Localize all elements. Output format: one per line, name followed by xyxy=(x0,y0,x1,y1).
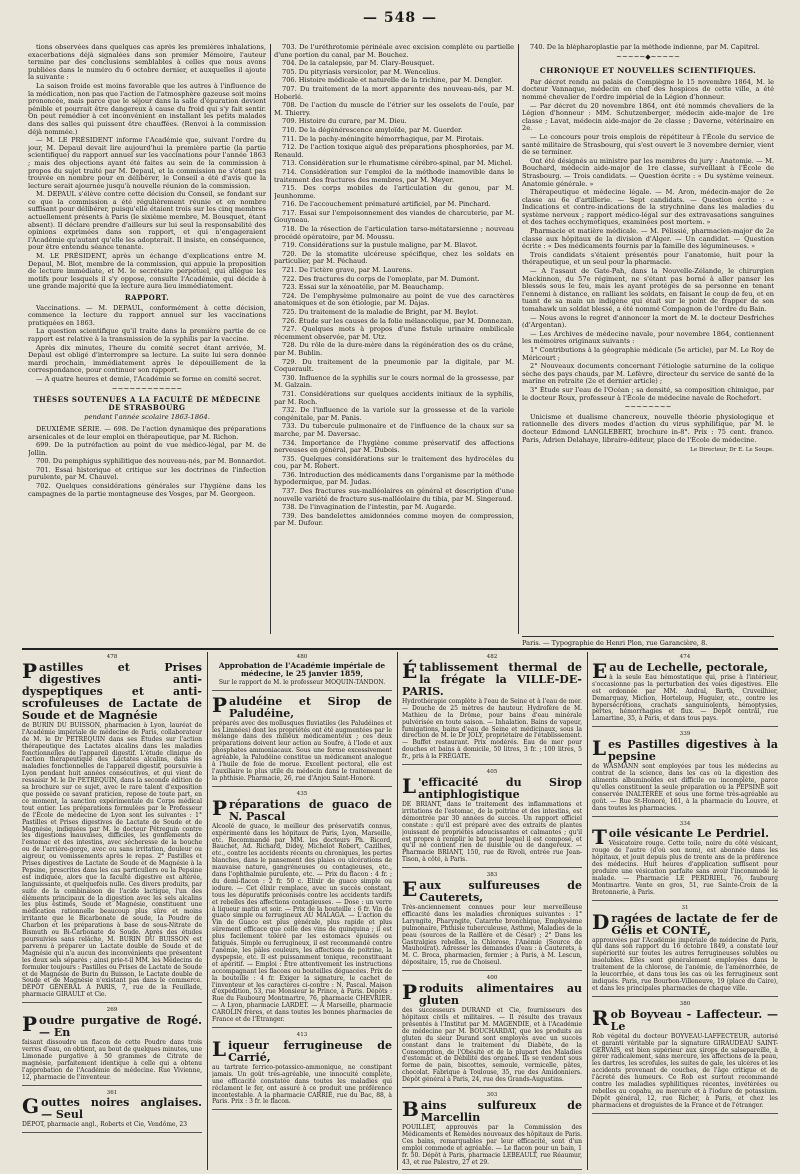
drop-cap: P xyxy=(212,795,228,820)
paragraph: — Les Archives de médecine navale, pour novembre 1864, contiennent les mémoires originaux suivants : xyxy=(522,329,774,346)
advertisement xyxy=(22,1088,202,1134)
ad-title: oudre purgative de Rogé. — En xyxy=(39,1014,202,1040)
thesis-item: 714. Considération sur l'emploi de la méthode inamovible dans le traitement des fractures des membres, par M. Meyer. xyxy=(274,167,514,184)
advertisements xyxy=(22,652,778,1170)
ad-body: de WASMANN sont employées par tous les médecins au contrat de la science, dans les cas où la digestion des aliments albuminoïdes est difficile ou incomplète, parce qu'elles constituent la seule préparation où la PEPSINE soit conservée INALTÉRÉE et sous une forme très-agréable au goût. — Rue St-Honoré, 161, à la pharmacie du Louvre, et dans toutes les pharmacies. xyxy=(592,763,778,812)
drop-cap: P xyxy=(22,1012,38,1037)
paragraph: 740. De la blépharoplastie par la méthode indienne, par M. Capitrel. xyxy=(530,44,760,51)
column-divider xyxy=(270,44,271,634)
ad-number: 474 xyxy=(679,654,691,660)
paragraph: 3° Étude sur l'eau de l'Océan ; sa densité, sa composition chimique, par le docteur Roux, professeur à l'École de médecine navale de Rochefort. xyxy=(522,385,774,402)
advertisement xyxy=(212,789,392,1028)
thesis-item: 705. Du pityriasis versicolor, par M. Wencelius. xyxy=(282,67,441,76)
ad-number: 478 xyxy=(106,654,118,660)
ad-title: réparations de guaco de N. Pascal xyxy=(229,797,392,823)
advertisement xyxy=(402,652,582,765)
ad-title: oile vésicante Le Perdriel. xyxy=(608,827,769,841)
ad-body: des successeurs DURAND et Cie, fournisseurs des hôpitaux civils et militaires. — Il résulte des travaux présentés à l'Institut par M. MAGENDIE, et à l'Académie de médecine par M. BOUCHARDAT, que les produits au gluten du sieur Durand sont employés avec un succès constant dans le traitement du Diabète, de la Consomption, de l'Obésité et de la plupart des Maladies d'estomac et de Débilité des organes. Ils se vendent sous forme de pain, biscottes, semoule, vermicelle, pâtes, chocolat. Fabrique à Toulouse, 35, rue des Amidonniers. Dépôt général à Paris, 24, rue des Grands-Augustins. xyxy=(402,1007,582,1084)
ad-title: roduits alimentaires au gluten xyxy=(419,982,582,1008)
advertisement xyxy=(402,870,582,971)
paragraph: — M. LE PRÉSIDENT informe l'Académie que, suivant l'ordre du jour, M. Depaul devait lire aujourd'hui la première partie (la partie scientifique) du rapport annuel sur les vaccinations pour l'année 1863 ; mais des objections ayant été faites au sein de la commission à propos du sujet traité par M. Depaul, et la commission ne s'étant pas trouvée en nombre pour en délibérer, le Conseil a été d'avis que la lecture serait ajournée jusqu'à nouvelle réunion de la commission. xyxy=(28,136,266,190)
ad-number: 303 xyxy=(486,1092,498,1099)
thesis-item: 716. De l'accouchement prématuré artificiel, par M. Pinchard. xyxy=(282,200,491,209)
paragraph: Ont été désignés au ministre par les membres du jury : Anatomie. — M. Bouchard, médecin aide-major de 1re classe, surveillant à l'École de Strasbourg. — Trois candidats. — Question écrite : « Du système veineux. Anatomie générale. » xyxy=(522,156,774,188)
ad-body: Vésicatoire rouge. Cette toile, noire du côté vésicant, rouge de l'autre (d'où son nom), est abonnée dans les hôpitaux, et jouit depuis plus de trente ans de la préférence des médecins. Huit heures d'application suffisent pour produire une vésication parfaite sans avoir l'incommodé le malade. — Pharmacie LE PERDRIEL, 76, faubourg Montmartre. Vente en gros, 51, rue Sainte-Croix de la Bretonnerie, à Paris. xyxy=(592,840,778,896)
drop-cap: L xyxy=(212,1036,227,1061)
ad-body: Très-anciennement connues pour leur merveilleuse efficacité dans les maladies chroniques suivantes : 1° Laryngite, Pharyngite, Catarrhe bronchique, Emphysème pulmonaire, Phthisie tuberculeuse, Asthme, Maladies de la peau (sources de la Raillère et de César) ; 2° Dans les Gastralgies rebelles, la Chlorose, l'Anémie (Source de Mauhourat). Adresser les demandes d'eau : à Cauterets, à M. C. Broca, pharmacien, fermier ; à Paris, à M. Lescun, dépositaire, 15, rue de Choiseul. xyxy=(402,904,582,967)
book-notice: Unicisme et dualisme chancreux, nouvelle théorie physiologique et rationnelle des divers modes d'action du virus syphilitique, par M. le docteur Edmond LANGLEBERT, brochure in-8°. Prix : 75 cent. franco. Paris, Adrien Delahaye, libraire-éditeur, place de l'École de médecine. xyxy=(522,412,774,444)
paragraph: — Le concours pour trois emplois de répétiteur à l'École du service de santé militaire de Strasbourg, qui s'est ouvert le 3 novembre dernier, vient de se terminer. xyxy=(522,132,774,157)
ad-title: astilles et Prises digestives anti-dyspeptiques et anti-scrofuleuses de Lactate de Soude et de Magnésie xyxy=(22,660,202,722)
ad-number: 361 xyxy=(106,1089,118,1096)
paragraph: 702. Quelques considérations générales sur l'hygiène dans les campagnes de la partie montagneuse des Vosges, par M. Georgeon. xyxy=(28,482,266,498)
paragraph: Thérapeutique et médecine légale. — M. Aron, médecin-major de 2e classe au 6e d'artillerie. — Sept candidats. — Question écrite : « Indications et contre-indications de la strychnine dans les maladies du système nerveux ; rapport médico-légal sur des extravasations sanguines et des taches ecchymotiques, examinées post mortem. » xyxy=(522,188,774,227)
drop-cap: P xyxy=(212,692,228,717)
paragraph: 1° Contributions à la géographie médicale (5e article), par M. Le Roy de Méricourt ; xyxy=(522,345,774,362)
column-right xyxy=(522,44,774,634)
ad-title: Approbation de l'Académie impériale de médecine, le 25 janvier 1859, xyxy=(218,660,386,679)
ad-title: 'efficacité du Sirop antiphlogistique xyxy=(418,775,582,801)
paragraph: La saison froide est moins favorable que les autres à l'influence de la médication, non pas que l'action de l'atmosphère gazeuse soit moins prononcée, mais parce que le séjour dans la salle d'épuration devient pénible et pourrait être dangereux à cause du froid qui s'y fait sentir. On peut remédier à cet inconvénient en installant les petits malades dans des salles qui puissent être chauffées. (Renvoi à la commission déjà nommée.) xyxy=(28,81,266,136)
thesis-item: 725. Du traitement de la maladie de Bright, par M. Beylot. xyxy=(282,308,479,316)
page-number: — 548 — xyxy=(363,10,437,26)
ad-body: DE BRIANT, dans le traitement des inflammations et irritations de l'estomac, de la poitrine et des intestins, est démontrée par 30 années de succès. Un rapport officiel constate : qu'il est préparé avec des extraits de plantes jouissant de propriétés adoucissantes et calmantes ; qu'il est propre à remplir le but pour lequel il est composé, et qu'il ne contient rien de nuisible ou de dangereux. — Pharmacie BRIANT, 150, rue de Rivoli, entrée rue Jean-Tison, à côté, à Paris. xyxy=(402,800,582,864)
paragraph: Trois candidats s'étaient présentés pour l'anatomie, huit pour la thérapeutique, et un seul pour la pharmacie. xyxy=(522,250,774,267)
drop-cap: T xyxy=(592,825,607,850)
drop-cap: P xyxy=(22,658,38,683)
thesis-item: 709. Histoire du curare, par M. Dieu. xyxy=(282,117,407,126)
thesis-item: 717. Essai sur l'empoisonnement des viandes de charcuterie, par M. Gouyneau. xyxy=(274,208,514,225)
thesis-item: 720. De la stomatite ulcéreuse spécifique, chez les soldats en particulier, par M. Péchaud. xyxy=(274,249,514,266)
ad-body: approuvées par l'Académie impériale de médecine de Paris, qui dans son rapport du 16 octobre 1849, a constaté leur supériorité sur toutes les autres ferrugineuses solubles ou insolubles. Elles sont généralement employées dans le traitement de la chlorose, de l'anémie, de l'aménorrhée, de la leucorrhée, et dans tous les cas où les ferrugineux sont indiqués. Paris, rue Bourbon-Villeneuve, 19 (place du Caire), et dans les principales pharmacies de chaque ville. xyxy=(592,936,778,992)
ad-number: 482 xyxy=(486,654,498,660)
thesis-item: 718. De la résection de l'articulation tarso-métatarsienne ; nouveau procédé opératoire, par M. Moussu. xyxy=(274,225,514,241)
ad-title: aux sulfureuses de Cauterets, xyxy=(419,879,582,905)
thesis-item: 715. Des corps mobiles de l'articulation du genou, par M. Jeunhomme. xyxy=(274,184,514,200)
thesis-item: 728. Du rôle de la dure-mère dans la régénération des os du crâne, par M. Bublin. xyxy=(274,341,514,357)
ad-body: à la seule Eau hémostatique qui, prise à l'intérieur, s'occasionne pas la perturbation des voies digestives. Elle est ordonnée par MM. Andral, Barth, Cruveilhier, Demarquay, Michon, Horteloup, Huguier, etc., contre les hypersécrétions, crachats sanguinolents, hémoptysies, pertes, hémorrhagies et flux. — Dépôt central, rue Lamartine, 35, à Paris, et dans tous pays. xyxy=(592,673,778,723)
thesis-item: 731. Considérations sur quelques accidents initiaux de la syphilis, par M. Roch. xyxy=(274,389,514,406)
advertisement xyxy=(592,999,778,1114)
ad-body: de BURIN DU BUISSON, pharmacien à Lyon, lauréat de l'Académie impériale de médecine de Paris, collaborateur de M. le Dr PETREQUIN dans ses Études sur l'action thérapeutique des Lactates alcalins dans les maladies fonctionnelles de l'appareil digestif. L'étude clinique de l'action thérapeutique des Lactates alcalins, dans les maladies fonctionnelles de l'appareil digestif, poursuivie à Lyon pendant huit années consécutives, et qui vient de ressaisir M. le Dr PETREQUIN, dans la seconde édition de sa brochure sur ce sujet, avec le rare talent d'exposition que possède ce savant praticien, repose de toute part, en ce moment, la sanction expérimentale du Corps médical tout entier. Les préparations formulées par le Professeur de l'École de médecine de Lyon sont les suivantes : 1° Pastilles et Prises digestives de Lactate de Soude et de Magnésie, indiquées par M. le docteur Pétrequin contre les digestions mauvaises, difficiles, les gonflements de l'estomac et des intestins, avec sécheresse de la bouche ou de l'arrière-gorge, avec ou sans irritation, douleur ou aigreur, ou vomissements après le repas. 2° Pastilles et Prises digestives de Lactate de Soude et de Magnésie à la Pepsine, prescrites dans les cas particuliers ou la Pepsine est indiquée, alors que la faculté digestive est altérée, languissante, et quelquefois nulle. Ces divers produits, par suite de la combinaison de l'acide lactique, l'un des éléments principaux de la digestion avec les sels alcalins les plus estimés, Soude et Magnésie, constituent une médication rationnelle beaucoup plus sûre et moins irritante que le Bicarbonate de soude, la Poudre de Charbon et les préparations à base de sous-Nitrate de Bismuth ou Bi-Carbonate de Soude. Après des études poursuivies sans relâche, M. BURIN DU BUISSON est parvenu à préparer un Lactate double de Soude et de Magnésie qui n'a aucun des inconvénients que présentent les deux sels séparés ; ainsi prie-t-il MM. les Médecins de formuler toujours : Pastilles ou Prises de Lactate de Soude et de Magnésie de Burin du Buisson, le Lactate double de Soude et de Magnésie n'existant pas dans le commerce. DÉPÔT GÉNÉRAL À PARIS, 7, rue de la Feuillade, pharmacie GIRAULT et Cie. xyxy=(22,721,202,999)
drop-cap: L xyxy=(592,736,607,761)
thesis-item: 738. De l'invagination de l'intestin, par M. Augarde. xyxy=(282,503,457,512)
thesis-item: 713. Considération sur le rhumatisme cérébro-spinal, par M. Michel. xyxy=(282,159,513,168)
ad-number: 400 xyxy=(486,975,498,982)
thesis-item: 737. Des fractures sus-malléolaires en général et description d'une nouvelle variété de fracture sus-malléolaire du tibia, par M. Singeraud. xyxy=(274,487,514,503)
rapport-heading: RAPPORT. xyxy=(124,293,170,302)
advertisement xyxy=(592,819,778,901)
thesis-item: 724. De l'emphysème pulmonaire au point de vue des caractères anatomiques et de son étiologie, par M. Dajas. xyxy=(274,291,514,308)
ad-title: iqueur ferrugineuse de Carrié, xyxy=(228,1038,392,1064)
thesis-item: 721. De l'ictère grave, par M. Laurens. xyxy=(282,266,413,275)
column-middle xyxy=(274,44,514,634)
ad-body: préparés avec des mollusques fluviatiles (les Paludéines et les Limnées) dont les propriétés ont été augmentées par le mélange dans des milieux médicamenteux ; ces deux préparations doivent leur action au Soufre, à l'Iode et aux phosphates ammoniacaux. Sous une forme excessivement agréable, la Paludéine constitue un médicament analogue à l'huile de foie de morue. Excellent pectoral, elle est l'auxiliaire le plus utile du médecin dans le traitement de la phthisie. Pharmacie, 26, rue d'Anjou Saint-Honoré. xyxy=(212,719,392,782)
thesis-item: 732. De l'influence de la variole sur la grossesse et de la variole congénitale, par M. Panis. xyxy=(274,406,514,422)
thesis-item: 719. Considérations sur la pustule maligne, par M. Blavot. xyxy=(282,241,478,250)
ads-divider-vertical xyxy=(207,652,208,1170)
printer-line: Paris. — Typographie de Henri Plon, rue Garancière, 8. xyxy=(522,636,774,647)
ad-body: DÉPOT, pharmacie angl., Roberts et Cie, Vendôme, 23 xyxy=(22,1121,188,1129)
ad-number: 383 xyxy=(486,872,498,879)
ad-body: au tartrate ferrico-potassico-ammonique, ne constipant jamais. Un goût très-agréable, une innocuité complète, une efficacité constatée dans toutes les maladies qui réclament le fer, ont assuré à ce produit une préférence incontestable. A la pharmacie CARRIÉ, rue du Bac, 88, à Paris. Prix : 3 fr. le flacon. xyxy=(212,1063,392,1106)
thesis-item: 727. Quelques mots à propos d'une fistule urinaire ombilicale récemment observée, par M. Utz. xyxy=(274,325,514,341)
ad-body: Rob végétal du docteur BOYVEAU-LAFFECTEUR, autorisé et garanti véritable par la signature GIRAUDEAU SAINT-GERVAIS, est bien supérieur aux sirops de salsepareille, à gérer radicalement, sans mercure, les affections de la peau, les dartres, les scrofules, les suites de gale, les ulcères et les accidents provenant de couches, de l'âge critique et de l'âcreté des humeurs. Ce Rob est surtout recommandé contre les maladies syphilitiques récentes, invétérées ou rebelles au copahu, au mercure et à l'iodure de potassium. Dépôt général, 12, rue Richer, à Paris, et chez les pharmaciens et droguistes de la France et de l'étranger. xyxy=(592,1032,778,1109)
ad-body: faisant dissoudre un flacon de cette Poudre dans trois verres d'eau, on obtient, au bout de quelques minutes, une Limonade purgative à 50 grammes de Citrate de magnésie, parfaitement identique à celle qui a obtenu l'approbation de l'Académie de médecine. Rue Vivienne, 12, pharmacie de l'inventeur. xyxy=(22,1039,202,1081)
advertisement xyxy=(592,652,778,727)
theses-subheading: pendant l'année scolaire 1863-1864. xyxy=(84,413,210,422)
thesis-item: 708. De l'action du muscle de l'étrier sur les osselets de l'ouïe, par M. Thierry. xyxy=(274,101,514,117)
thesis-item: 734. Importance de l'hygiène comme préservatif des affections nerveuses en général, par M. Dubois. xyxy=(274,438,514,455)
paragraph: 2° Nouveaux documents concernant l'étiologie saturnine de la colique sèche des pays chauds, par M. Lefèvre, directeur du service de santé de la marine en retraite (2e et dernier article) ; xyxy=(522,362,774,386)
ads-divider-vertical xyxy=(397,652,398,1170)
ad-body: POUILLET, approuvés par la Commission des Médicaments et Remèdes nouveaux des hôpitaux de Paris. Ces bains, remarquables par leur efficacité, sont d'un emploi commode et agréable. — Le flacon pour un bain, 1 fr. 50. Dépôt à Paris, pharmacie LEBEAULT, rue Réaumur, 43, et rue Palestro, 27 et 29. xyxy=(402,1123,582,1166)
advertisement xyxy=(402,1090,582,1170)
advertisement xyxy=(212,693,392,787)
ad-title: tablissement thermal de la frégate la VILLE-DE-PARIS. xyxy=(402,660,582,698)
thesis-item: 706. Histoire médicale et naturelle de la trichine, par M. Dengler. xyxy=(282,76,503,85)
ornament-divider: ~~~~~~~~ xyxy=(624,403,672,412)
ad-number: 413 xyxy=(296,1031,308,1038)
thesis-item: 703. De l'uréthrotomie périnéale avec excision complète ou partielle d'une portion du canal, par M. Bouchez. xyxy=(274,44,514,59)
advertisement xyxy=(402,973,582,1088)
ads-column-1 xyxy=(22,652,202,1170)
theses-heading: THÈSES SOUTENUES A LA FACULTÉ DE MÉDECINE DE STRASBOURG xyxy=(33,395,261,412)
thesis-item: 723. Essai sur la xénoatélie, par M. Beauchamp. xyxy=(282,283,444,292)
ad-title: es Pastilles digestives à la pepsine xyxy=(608,738,778,764)
ad-body: Alcoolé de guaco, le meilleur des préservatifs connus, expérimenté dans les hôpitaux de Paris, Lyon, Marseille, etc. Recommandé par MM. les docteurs Ph. Ricord, Bauchet, Ad. Richard, Didey, Michelot Robert, Cazilhes, etc., contre les accidents récents ou chroniques, les pertes blanches, dans le pansement des plaies ou ulcérations de mauvaise nature, gangréneuses ou contagieuses, etc., dans l'ophthalmie purulente, etc. — Prix du flacon : 4 fr. ; du demi-flacon : 2 fr. 50 c. Elixir de guaco simple ou iodure. — Cet élixir remplace, avec un succès constant, tous les dépuratifs préconisés contre les accidents tardifs et rebelles des affections contagieuses. — Dose : un verre à liqueur matin et soir. — Prix de la bouteille : 6 fr. Vin de guaco simple ou ferrugineux AU MALAGA. — L'action du Vin de Guaco est plus générale, plus rapide et plus sûrement efficace que celle des vins de quinquina ; il est plus facilement toléré par les estomacs épuisés ou fatigués. Simple ou ferrugineux, il est recommandé contre l'anémie, les pâles couleurs, les affections de poitrine, la dyspepsie, etc. Il est puissamment tonique, reconstituant et apéritif. — Emploi : Être attentivement les instructions accompagnant les flacons ou bouteilles déguacées. Prix de la bouteille : 4 fr. Exiger la signature, le cachet de l'inventeur et les caractères ci-contre : N. Pascal. Maison d'expédition, 53, rue Monsieur le Prince, à Paris. Dépôts : Rue du Faubourg Montmartre, 76, pharmacie CHEVRIER. — A Lyon, pharmacie LARDET. — A Marseille, pharmacie CAROLIN frères, et dans toutes les bonnes pharmacies de France et de l'Étranger. xyxy=(212,822,392,1024)
drop-cap: R xyxy=(592,1005,609,1030)
advertisement xyxy=(592,903,778,997)
advertisement xyxy=(402,767,582,868)
thesis-item: 736. Introduction des médicaments dans l'organisme par la méthode hypodermique, par M. Judas. xyxy=(274,470,514,487)
ad-number: 480 xyxy=(296,654,308,660)
thesis-item: 739. Des bandelettes amidonnées comme moyen de compression, par M. Dufour. xyxy=(274,511,514,528)
ad-number: 405 xyxy=(486,769,498,776)
column-left xyxy=(28,44,266,634)
drop-cap: L xyxy=(402,773,417,798)
thesis-item: 730. Influence de la syphilis sur le cours normal de la grossesse, par M. Galzain. xyxy=(274,373,514,390)
paragraph: 701. Essai historique et critique sur les doctrines de l'infection purulente, par M. Chauvel. xyxy=(28,465,266,482)
thesis-item: 704. De la catalepsie, par M. Clary-Bousquet. xyxy=(282,59,435,68)
ad-number: 339 xyxy=(679,731,691,738)
thesis-item: 707. Du traitement de la mort apparente des nouveau-nés, par M. Hoberlé. xyxy=(274,84,514,101)
paragraph: M. LE PRÉSIDENT, après un échange d'explications entre M. Depaul, M. Blot, membre de la commission, qui appuie la proposition de lecture immédiate, et M. le secrétaire perpétuel, qui allègue les motifs pour lesquels il s'y oppose, consulte l'Académie, qui décide à une grande majorité que la lecture aura lieu immédiatement. xyxy=(28,252,266,291)
paragraph: M. DEPAUL s'élève contre cette décision du Conseil, se fondant sur ce que la commission a été régulièrement réunie et en nombre suffisant pour délibérer, puisqu'elle étaient trois sur les cinq membres actuellement présents à Paris (le sixième membre, M. Bousquet, étant absent). Il déclare prendre d'ailleurs sur lui seul la responsabilité des opinions exprimées dans son rapport, et qui n'engageraient l'Académie qu'autant qu'elle les adopterait. Il insiste, en conséquence, pour être entendu séance tenante. xyxy=(28,190,266,252)
ad-body: Hydrothérapie complète à l'eau de Seine et à l'eau de mer. — Douche de 25 mètres de hauteur. Hydrofère de M. Mathieu de la Drôme, pour bains d'eau minérale pulvérisée en toute saison. — Inhalation. Bains de vapeur, fumigations, bains d'eau de Seine et médicinaux, sous la direction de M. le Dr JOLY, propriétaire de l'établissement. — Buffet restaurant. Prix modérés. Eau de mer pour douches et bains à domicile, 50 litres, 3 fr. ; 100 litres, 5 fr., pris à la FRÉGATE. xyxy=(402,697,582,761)
paragraph: — Par décret du 20 novembre 1864, ont été nommés chevaliers de la Légion d'honneur : MM. Schutzenberger, médecin aide-major de 1re classe ; Lavat, médecin aide-major de 2e classe ; Daverne, vétérinaire en 2e. xyxy=(522,101,774,133)
advertisement xyxy=(212,1030,392,1110)
ornament-divider: ~~~~~~~~~~~~ xyxy=(111,384,183,393)
thesis-item: 712. De l'action toxique aiguë des préparations phosphorées, par M. Renauld. xyxy=(274,143,514,159)
ad-title: outtes noires anglaises. — Seul xyxy=(41,1096,202,1122)
thesis-item: 735. Quelques considérations sur le traitement des hydrocèles du cou, par M. Robert. xyxy=(274,454,514,471)
paragraph: Vaccinations. — M. DEPAUL, conformément à cette décision, commence la lecture du rapport annuel sur les vaccinations pratiquées en 1863. xyxy=(28,303,266,327)
thesis-item: 726. Étude sur les causes de la folie mélancolique, par M. Donnezan. xyxy=(282,316,514,325)
advertisement xyxy=(592,729,778,816)
ad-number: 435 xyxy=(296,790,308,797)
ad-number: 334 xyxy=(679,820,691,827)
chronique-heading: CHRONIQUE ET NOUVELLES SCIENTIFIQUES. xyxy=(539,66,757,76)
advertisement xyxy=(212,652,392,691)
column-divider xyxy=(518,44,519,634)
thesis-item: 710. De la dégénérescence amyloïde, par M. Guerder. xyxy=(282,125,463,134)
paragraph: — A l'assaut de Gate-Pah, dans la Nouvelle-Zélande, le chirurgien Mackinnon, du 57e régiment, ne s'étant pas borné à aller panser les blessés sous le feu, mais les ayant protégés de sa personne en tenant l'ennemi à distance, en ralliant les soldats, en faisant le coup de feu, et en tuant de sa main un indigène qui était sur le point de frapper de son tomahawk un soldat blessé, a été nommé Compagnon de l'ordre du Bain. xyxy=(522,267,774,313)
thesis-item: 722. Des fractures du corps de l'omoplate, par M. Dumont. xyxy=(282,274,480,283)
advertisement xyxy=(22,652,202,1003)
ad-number: 31 xyxy=(681,904,689,911)
drop-cap: B xyxy=(402,1096,419,1121)
drop-cap: P xyxy=(402,980,418,1005)
paragraph: — A quatre heures et demie, l'Académie se forme en comité secret. xyxy=(36,374,262,383)
paragraph: La question scientifique qu'il traite dans la première partie de ce rapport est relative à la transmission de la syphilis par la vaccine. xyxy=(28,327,266,343)
paragraph: 700. Du pemphigus syphilitique des nouveau-nés, par M. Bonnardot. xyxy=(36,457,266,466)
ad-body: Sur le rapport de M. le professeur MOQUIN-TANDON. xyxy=(218,678,386,686)
ads-column-4 xyxy=(592,652,778,1170)
paragraph: Pharmacie et matière médicale. — M. Pélissié, pharmacien-major de 2e classe aux hôpitaux de la division d'Alger. — Un candidat. — Question écrite : « Des médicaments fournis par la famille des légumineuses. » xyxy=(522,227,774,251)
ad-title: aludéine et Sirop de Paludéine, xyxy=(229,694,392,720)
ornament-divider: ~~~~~◆~~~~~ xyxy=(615,52,681,61)
paragraph: Par décret rendu au palais de Compiègne le 15 novembre 1864, M. le docteur Vannaque, médecin en chef des hospices de cette ville, a été nommé chevalier de l'ordre impérial de la Légion d'honneur. xyxy=(522,77,774,101)
thesis-item: 711. De la pachy-méningite hémorrhagique, par M. Pirotais. xyxy=(282,134,484,143)
paragraph: 699. De la putréfaction au point de vue médico-légal, par M. de Jollin. xyxy=(28,441,266,457)
ad-title: au de Lechelle, pectorale, xyxy=(609,660,768,674)
ad-number: 269 xyxy=(106,1007,118,1014)
thesis-item: 729. Du traitement de la pneumonie par la digitale, par M. Coquerault. xyxy=(274,357,514,374)
thesis-item: 733. Du tubercule pulmonaire et de l'influence de la chaux sur sa marche, par M. Daversac. xyxy=(274,422,514,438)
drop-cap: E xyxy=(592,658,608,683)
drop-cap: G xyxy=(22,1094,40,1119)
paragraph: tions observées dans quelques cas après les premières inhalations, exacerbations déjà signalées dans son premier Mémoire, l'auteur termine par des conclusions semblables à celles que nous avons publiées dans le numéro du 6 octobre dernier, et auxquelles il ajoute la suivante : xyxy=(28,44,266,82)
ad-title: ob Boyveau - Laffecteur. — Le xyxy=(610,1007,778,1033)
drop-cap: É xyxy=(402,658,418,683)
advertisement xyxy=(22,1005,202,1085)
drop-cap: D xyxy=(592,909,610,934)
ad-number: 380 xyxy=(679,1000,691,1007)
ad-title: ains sulfureux de Marcellin xyxy=(420,1098,582,1124)
ad-title: ragées de lactate de fer de Gélis et CONTÉ, xyxy=(611,911,778,937)
director-signature: Le Directeur, Dr E. Le Soupe. xyxy=(690,447,774,454)
drop-cap: E xyxy=(402,877,418,902)
ads-divider xyxy=(22,648,778,650)
paragraph: DEUXIÈME SÉRIE. — 698. De l'action dynamique des préparations arsenicales et de leur emploi en thérapeutique, par M. Richon. xyxy=(28,424,266,441)
paragraph: Après dix minutes, l'heure du comité secret étant arrivée, M. Depaul est obligé d'interrompre sa lecture. La suite lui sera donnée mardi prochain, immédiatement après le dépouillement de la correspondance, pour continuer son rapport. xyxy=(28,343,266,375)
ads-divider-vertical xyxy=(587,652,588,1170)
ads-column-3 xyxy=(402,652,582,1170)
paragraph: — Nous avons le regret d'annoncer la mort de M. le docteur Desfriches (d'Argentan). xyxy=(522,313,774,330)
ads-column-2 xyxy=(212,652,392,1170)
